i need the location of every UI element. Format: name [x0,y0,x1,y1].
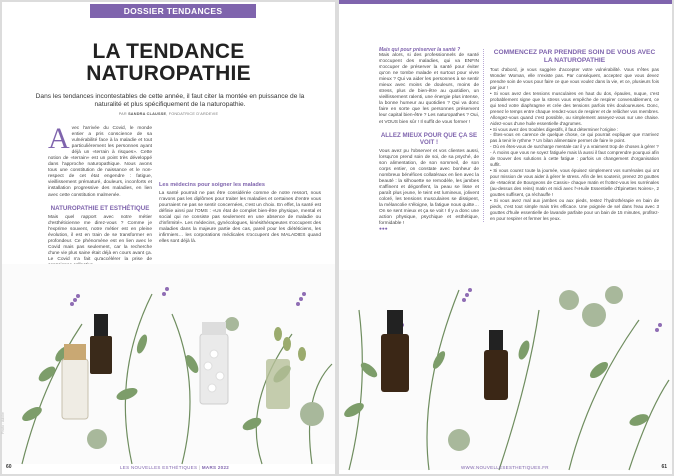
author-role: , FONDATRICE D'ARDEVIE [166,112,219,116]
section-banner: DOSSIER TENDANCES [90,4,256,18]
footer-left: LES NOUVELLES ESTHÉTIQUES | MARS 2022 [120,465,230,470]
article-lead: Dans les tendances incontestables de cette année, il faut citer la montée en puissance de la naturalité et plus spécifiquement de la naturopathie. [35,93,305,109]
naturopathie-paragraph: Mais quel rapport avec notre métier d'esthéticienne me direz-vous ? Comme je l'exprime souvent, notre métier est en pleine évolution, il est en train de se transformer en profondeur. Ce phénomène est en lien avec le Covid mais pas seulement, car la recherche d'une vie plus saine était déjà en cours avant ça. Le Covid n'a fait qu'accélérer la prise de [48,214,152,262]
footer-right: WWW.NOUVELLESESTHETIQUES.FR [461,465,549,470]
headline-line-2: NATUROPATHIE [86,62,251,85]
intro-paragraph: vec l'arrivée du Covid, le monde entier a pris conscience de sa vulnérabilité face à la maladie et tout particulièrement les personnes ayant déjà un «terrain à risques». Cette notion de «terrain» est un point très développé dans l'approche naturopathique. Nous avons tous une constitution de naissance et le non-respect de cet état engendre : fatigue, vieillissement prématuré, douleurs, inconforts et installation progressive des maladies, en lien avec cette constitution malmenée. [48,126,154,198]
allez-mieux-paragraph: Vous avez pu l'observer et vos clientes aussi, lorsqu'on prend soin de soi, de sa psyché, de son alimentation, de son sommeil, de son corps entier, on constate avec bonheur de nombreux bénéfices collatéraux en lien avec la beauté : la silhouette se remodèle, les jambes s'affinent et dégonflent, la peau se lisse et paraît plus jeune, le teint est lumineux, jolivent coloré, les tensions musculaires se dissipent, la mélancolie s'éloigne, la fatigue nous quitte… On se sent mieux et ça se voit ! Il y a donc une action physique, psychique et esthétique, formidable ! [379,148,481,227]
left-column-1 [48,122,154,269]
drop-cap: A [48,122,70,155]
author-prefix: PAR [118,112,127,116]
right-page-banner-strip [339,0,672,4]
page-number-right: 61 [661,464,667,470]
medecins-paragraph: La santé pourrait ne pas être considérée comme de notre ressort, nous n'avons pas les diplômes pour traiter les maladies et certaines d'entre vous pourraient ne pas se sentir concernées, c'est un choix. En effet, la santé est définie ainsi par l'OMS : «Un état de complet bien-être physique, mental et social qui ne consiste pas seulement en une absence de maladie ou d'infirmité». Les médecins, gynécologues, kinésithérapeutes s'occupent des maladies dans la majeure partie des cas, pareil pour les diététiciens, les infirmiers… les corporations médicales s'occupent des MALADIES quand elles sont déjà là. [159,191,323,245]
author-byline [2,112,335,116]
tips-box [483,49,659,222]
section-heading-medecins: Les médecins pour soigner les malades [159,182,266,188]
right-column-1 [379,47,479,233]
preserver-paragraph: Mais alors, si des professionnels de santé s'occupent des maladies, qui va ENFIN s'occuper de préserver la santé pour éviter qu'on ne tombe malade et surtout pour vivre mieux ? Qui va aider les personnes à se sentir mieux avec moins de douleurs, moins de stress, plus de bien-être au quotidien, un vieillissement ralenti, une énergie plus intense, la bonne humeur au quotidien ? Qui va donc faire en sorte que les personnes préservent leur capital bien-être ? Les naturopathes ? Oui, et VOUS bien sûr ! Il suffit de vous former ! [379,53,481,125]
left-column-2 [159,182,321,245]
section-heading-naturopathie: NATUROPATHIE ET ESTHÉTIQUE [50,204,150,212]
left-page [2,2,335,474]
tips-box-title: COMMENCEZ PAR PRENDRE SOIN DE VOUS AVEC LA NATUROPATHIE [493,49,656,64]
article-headline [2,41,335,85]
photo-credit: Photo : Adobe [1,412,5,434]
article-end-marker: ●●● [379,227,388,233]
section-heading-preserver: Mais qui pour préserver la santé ? [379,47,461,53]
tips-box-body: Tout d'abord, je vous suggère d'accepter votre vulnérabilité. Vous n'êtes pas Wonder Woman, elle n'existe pas. Par conséquent, acceptez que vous devez prendre soin de vous pour faire ce que vous voulez dans la vie, et ce, plusieurs fois par jour ! • Si vous avez des tensions musculaires en haut du dos, épaules, nuque, c'est probablement signe que la stress vous empêche de respirer convenablement, ce qui tend votre diaphragme et crée des tensions parfois très douloureuses. Donc, prenez le temps entre chaque rendez-vous de respirer et de relâcher vos membres. Allongez-vous quand c'est possible, ou simplement asseyez-vous sur une chaise. Aidez-vous d'une huile essentielle d'agrumes. • Si vous avez des troubles digestifs, il faut déterminer l'origine : - Êtes-vous en carence de quelque chose, ce qui pourrait expliquer que n'arrivez pas à tenir le rythme ? Un bilan alimentaire permet de faire le point. - Où en êtes-vous de surcharge mentale car il y a vraiment trop de choses à gérer ? - À moins que vous ne soyez fatiguée mais là aussi il faut comprendre pourquoi afin de trouver des solutions à cette fatigue : parfois un changement d'organisation suffit. • Si vous courez toute la journée, vous épuisez simplement vos surrénales qui ont pour mission de vous aider à gérer le stress. Afin de les soutenir, prenez 20 gouttes de «Macérat de Bourgeons de Cassis» chaque matin et frottez-vous les surrénales (au-dessus des reins) matin et midi avec l'«Huile Essentielle d'Épinettes Noires», 2 gouttes suffisent, ça réchauffe ! • Si vous avez mal aux jambes ou aux pieds, testez l'hydrothérapie en bain de pieds, c'est tout simple mais très efficace. Une poignée de sel dans l'eau avec 3 gouttes d'huile essentielle de lavande parfaite pour un bain de 15 minutes, profitez-en pour respirer et fermer les yeux. [490,67,659,221]
section-heading-allez-mieux: ALLEZ MIEUX POUR QUE ÇA SE VOIT ! [380,131,478,146]
naturopathy-photo-left [2,264,335,464]
right-page [339,2,672,474]
author-name: SANDRA CLAUSSE [128,112,167,116]
footer-date: MARS 2022 [201,465,230,470]
headline-line-1: LA TENDANCE [92,40,245,63]
footer-magazine: LES NOUVELLES ESTHÉTIQUES [120,465,198,470]
naturopathy-photo-right [339,270,672,470]
page-number-left: 60 [6,464,12,470]
